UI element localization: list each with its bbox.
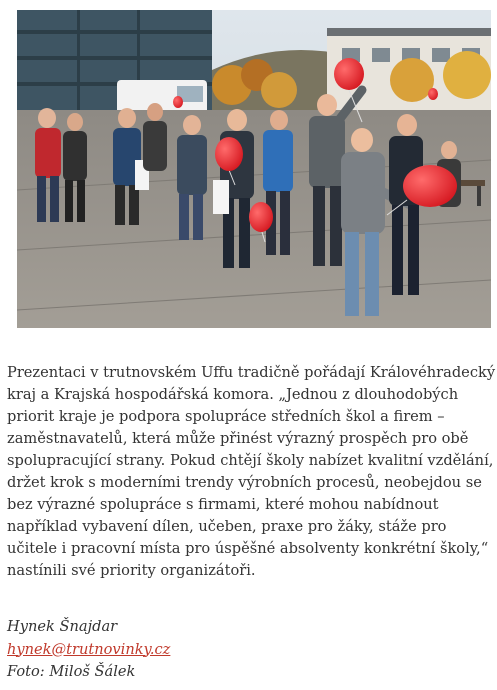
paragraph-line: bez výrazné spolupráce s firmami, které mohou nabídnout [7,496,439,513]
photo-credit: Foto: Miloš Šálek [7,663,136,680]
paragraph-line: nastínili své priority organizátoři. [7,562,256,579]
author-name: Hynek Šnajdar [7,618,118,635]
paragraph-line: spolupracující strany. Pokud chtějí školy nabízet kvalitní vzdělání, [7,452,494,469]
paragraph-line: Prezentaci v trutnovském Uffu tradičně pořádají Královéhradecký [7,364,496,381]
paragraph-line: kraj a Krajská hospodářská komora. „Jednou z dlouhodobých [7,386,459,403]
paragraph-line: držet krok s moderními trendy výrobních procesů, neobejdou se [7,474,482,491]
paragraph-line: priorit kraje je podpora spolupráce středních škol a firem – [7,408,445,425]
author-email-link[interactable]: hynek@trutnovinky.cz [7,640,171,658]
author-email-row [7,639,491,662]
photo-illustration [17,10,491,328]
article-photo [17,10,491,328]
paragraph-line: například vybavení dílen, učeben, praxe pro žáky, stáže pro [7,518,447,535]
paragraph-line: zaměstnavatelů, která může přinést výrazný prospěch pro obě [7,430,469,447]
paragraph-line: učitele i pracovní místa pro úspěšné absolventy konkrétní školy,“ [7,540,489,557]
article-paragraph [7,362,496,582]
article-credits [7,616,491,684]
